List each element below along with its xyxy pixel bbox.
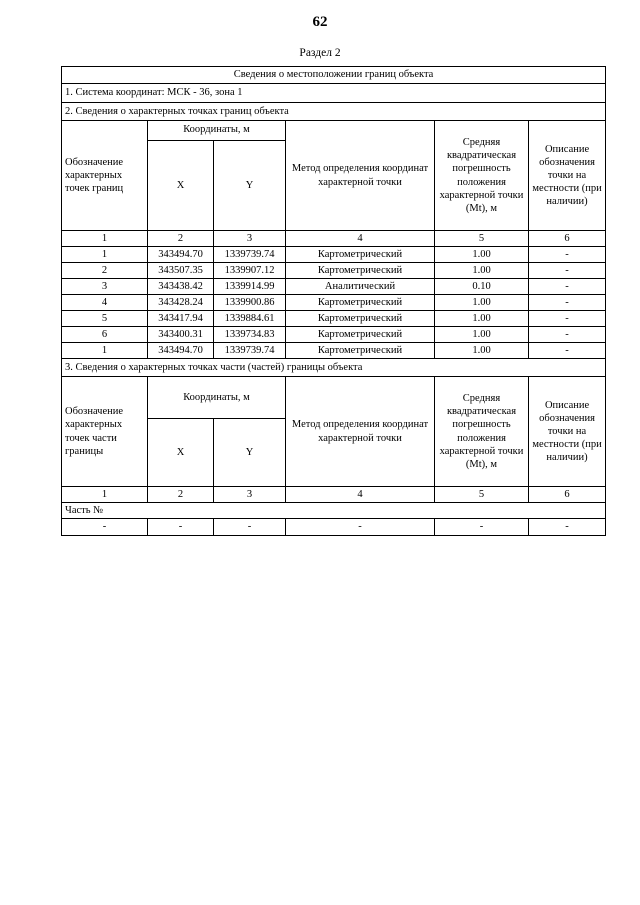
method: Картометрический <box>286 247 435 263</box>
col-number: 1 <box>62 487 148 503</box>
description: - <box>529 343 606 359</box>
parts-header-y: Y <box>214 419 286 487</box>
coord-y: - <box>214 519 286 536</box>
coord-y: 1339907.12 <box>214 263 286 279</box>
coord-x: 343438.42 <box>148 279 214 295</box>
table-row <box>62 327 606 343</box>
method: Картометрический <box>286 311 435 327</box>
error: - <box>435 519 529 536</box>
error: 1.00 <box>435 311 529 327</box>
description: - <box>529 519 606 536</box>
coord-y: 1339884.61 <box>214 311 286 327</box>
method: Картометрический <box>286 295 435 311</box>
error: 1.00 <box>435 327 529 343</box>
error: 0.10 <box>435 279 529 295</box>
boundary-table <box>61 66 606 536</box>
method: Картометрический <box>286 263 435 279</box>
description: - <box>529 263 606 279</box>
parts-header-method: Метод определения координат характерной точки <box>286 377 435 487</box>
header-description: Описание обозначения точки на местности (при наличии) <box>529 121 606 231</box>
coord-y: 1339914.99 <box>214 279 286 295</box>
coord-x: 343494.70 <box>148 343 214 359</box>
parts-column-numbers-row <box>62 487 606 503</box>
description: - <box>529 295 606 311</box>
col-number: 5 <box>435 487 529 503</box>
coord-y: 1339900.86 <box>214 295 286 311</box>
col-number: 5 <box>435 231 529 247</box>
part-label: Часть № <box>62 503 606 519</box>
section-title: Раздел 2 <box>299 47 341 59</box>
error: 1.00 <box>435 247 529 263</box>
coord-x: 343507.35 <box>148 263 214 279</box>
page-number: 62 <box>312 14 328 30</box>
coord-x: 343428.24 <box>148 295 214 311</box>
col-number: 1 <box>62 231 148 247</box>
column-numbers-row <box>62 231 606 247</box>
coord-x: 343400.31 <box>148 327 214 343</box>
method: Аналитический <box>286 279 435 295</box>
table-row <box>62 343 606 359</box>
error: 1.00 <box>435 263 529 279</box>
col-number: 3 <box>214 231 286 247</box>
parts-header-description: Описание обозначения точки на местности (при наличии) <box>529 377 606 487</box>
header-point-designation: Обозначение характерных точек границ <box>62 121 148 231</box>
parts-header-x: X <box>148 419 214 487</box>
point-id: 1 <box>62 343 148 359</box>
coord-x: 343417.94 <box>148 311 214 327</box>
parts-header-point-designation: Обозначение характерных точек части границы <box>62 377 148 487</box>
header-method: Метод определения координат характерной точки <box>286 121 435 231</box>
point-id: 4 <box>62 295 148 311</box>
coord-y: 1339734.83 <box>214 327 286 343</box>
coord-system-row: 1. Система координат: МСК - 36, зона 1 <box>62 84 606 103</box>
method: Картометрический <box>286 343 435 359</box>
point-id: 6 <box>62 327 148 343</box>
point-id: - <box>62 519 148 536</box>
method: Картометрический <box>286 327 435 343</box>
point-id: 5 <box>62 311 148 327</box>
col-number: 6 <box>529 231 606 247</box>
error: 1.00 <box>435 295 529 311</box>
col-number: 2 <box>148 487 214 503</box>
coord-x: - <box>148 519 214 536</box>
col-number: 4 <box>286 231 435 247</box>
parts-header-error: Средняя квадратическая погрешность положения характерной точки (Mt), м <box>435 377 529 487</box>
description: - <box>529 327 606 343</box>
parts-header-coordinates: Координаты, м <box>148 377 286 419</box>
points-section-title: 2. Сведения о характерных точках границ объекта <box>62 103 606 121</box>
header-x: X <box>148 141 214 231</box>
point-id: 2 <box>62 263 148 279</box>
method: - <box>286 519 435 536</box>
col-number: 6 <box>529 487 606 503</box>
error: 1.00 <box>435 343 529 359</box>
col-number: 3 <box>214 487 286 503</box>
point-id: 3 <box>62 279 148 295</box>
coord-y: 1339739.74 <box>214 247 286 263</box>
header-y: Y <box>214 141 286 231</box>
table-row <box>62 279 606 295</box>
parts-section-title: 3. Сведения о характерных точках части (частей) границы объекта <box>62 359 606 377</box>
table-row <box>62 311 606 327</box>
description: - <box>529 247 606 263</box>
coord-y: 1339739.74 <box>214 343 286 359</box>
col-number: 4 <box>286 487 435 503</box>
table-row <box>62 519 606 536</box>
header-coordinates: Координаты, м <box>148 121 286 141</box>
table-title: Сведения о местоположении границ объекта <box>62 67 606 84</box>
description: - <box>529 279 606 295</box>
table-row <box>62 247 606 263</box>
table-row <box>62 295 606 311</box>
table-row <box>62 263 606 279</box>
point-id: 1 <box>62 247 148 263</box>
description: - <box>529 311 606 327</box>
col-number: 2 <box>148 231 214 247</box>
header-error: Средняя квадратическая погрешность положения характерной точки (Mt), м <box>435 121 529 231</box>
coord-x: 343494.70 <box>148 247 214 263</box>
